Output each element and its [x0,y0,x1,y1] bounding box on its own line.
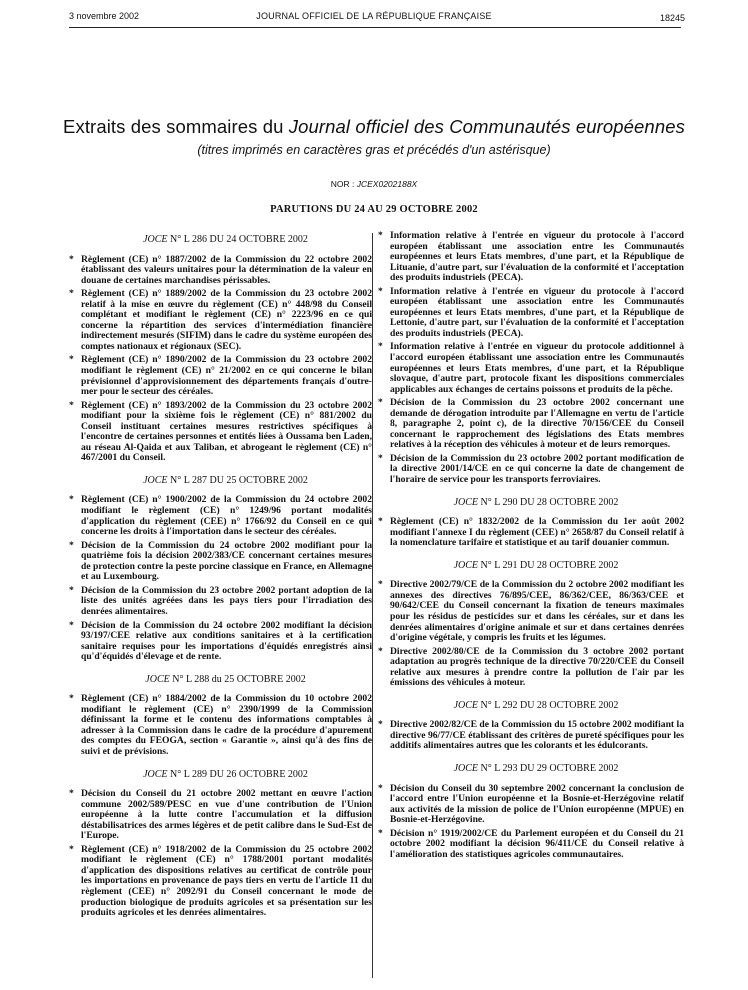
summary-item [69,541,372,583]
summary-item [69,694,372,757]
running-header [0,0,748,24]
summary-item [69,355,372,397]
asterisk-marker: * [378,285,383,297]
summary-item-text: Règlement (CE) n° 1890/2002 de la Commission du 23 octobre 2002 modifiant le règlement (CE) n° 21/2002 en ce qui concerne le bilan prévisionnel d'approvisionnement des départements français d'outre-mer pour le secteur des céréales. [81,354,372,398]
journal-abbrev: JOCE [143,474,168,486]
asterisk-marker: * [69,494,74,506]
nor-label: NOR : [330,179,357,189]
journal-issue-heading [378,561,684,572]
left-column [69,231,372,927]
journal-abbrev: JOCE [453,559,479,571]
journal-abbrev: JOCE [143,768,168,780]
summary-item-text: Décision n° 1919/2002/CE du Parlement européen et du Conseil du 21 octobre 2002 modifiant la décision 96/411/CE du Conseil relative à l'amélioration des statistiques agricoles communautaires. [390,827,684,860]
journal-issue-heading [69,235,372,246]
journal-abbrev: JOCE [143,234,168,245]
summary-item [69,401,372,464]
asterisk-marker: * [69,253,74,265]
summary-item-text: Décision de la Commission du 23 octobre 2002 portant adoption de la liste des unités agréées dans les pays tiers pour l'irradiation des denrées alimentaires. [81,584,372,617]
summary-item [378,517,684,549]
header-journal-title: JOURNAL OFFICIEL DE LA RÉPUBLIQUE FRANÇAISE [256,11,492,21]
summary-item-text: Règlement (CE) n° 1887/2002 de la Commission du 22 octobre 2002 établissant des valeurs unitaires pour la détermination de la valeur en douane de certaines marchandises périssables. [81,253,372,286]
summary-item-text: Règlement (CE) n° 1832/2002 de la Commission du 1er août 2002 modifiant l'annexe I du règlement (CEE) n° 2658/87 du Conseil relatif à la nomenclature tarifaire et statistique et au tarif douanier commun. [390,516,684,549]
asterisk-marker: * [69,539,74,551]
issue-reference: N° L 289 DU 26 OCTOBRE 2002 [167,768,308,780]
asterisk-marker: * [378,397,383,409]
summary-item-text: Décision de la Commission du 24 octobre 2002 modifiant la décision 93/197/CEE relative aux conditions sanitaires et à la certification sanitaire requises pour les importations d'équidés enregistrés ainsi qu'd'équidés d'élevage et de rente. [81,619,372,663]
summary-item [69,255,372,287]
journal-abbrev: JOCE [453,496,479,508]
summary-item [69,495,372,537]
summary-item [378,829,684,861]
asterisk-marker: * [378,579,383,591]
summary-item-text: Information relative à l'entrée en vigueur du protocole à l'accord européen établissant une association entre les Communautés européennes et leurs Etats membres, d'une part, et la République de Lituanie, d'autre part, sur l'évaluation de la conformité et l'acceptation des produits industriels (PECA). [390,230,684,284]
summary-item [378,784,684,826]
issue-reference: N° L 293 DU 29 OCTOBRE 2002 [478,762,619,774]
parutions-heading: PARUTIONS DU 24 AU 29 OCTOBRE 2002 [270,204,478,215]
journal-issue-heading [69,770,372,781]
asterisk-marker: * [69,619,74,631]
summary-item-text: Information relative à l'entrée en vigueur du protocole à l'accord européen établissant une association entre les Communautés européennes et leurs Etats membres, d'une part, et la République de Lettonie, d'autre part, sur l'évaluation de la conformité et l'acceptation des produits industriels (PECA). [390,285,684,339]
header-date: 3 novembre 2002 [69,11,140,21]
issue-reference: N° L 290 DU 28 OCTOBRE 2002 [478,496,619,508]
journal-abbrev: JOCE [453,762,479,774]
asterisk-marker: * [378,230,383,241]
asterisk-marker: * [378,782,383,794]
issue-reference: N° L 288 du 25 OCTOBRE 2002 [169,673,306,685]
journal-abbrev: JOCE [453,699,479,711]
issue-reference: N° L 292 DU 28 OCTOBRE 2002 [478,699,619,711]
summary-item-text: Décision du Conseil du 30 septembre 2002 concernant la conclusion de l'accord entre l'Union européenne et la Bosnie-et-Herzégovine relatif aux activités de la mission de police de l'Union européenne (MPUE) en Bosnie-et-Herzégovine. [390,782,684,826]
summary-item-text: Règlement (CE) n° 1889/2002 de la Commission du 23 octobre 2002 relatif à la mise en œuvre du règlement (CE) n° 448/98 du Conseil complétant et modifiant le règlement (CE) n° 2223/96 en ce qui concerne la répartition des services d'intermédiation financière indirectement mesurés (SIFIM) dans le cadre du système européen des comptes nationaux et régionaux (SEC). [81,288,372,352]
asterisk-marker: * [378,645,383,657]
summary-item [69,621,372,663]
page-subtitle: (titres imprimés en caractères gras et précédés d'un astérisque) [197,143,551,157]
issue-reference: N° L 287 DU 25 OCTOBRE 2002 [167,474,308,486]
summary-item-text: Information relative à l'entrée en vigueur du protocole additionnel à l'accord européen établissant une association entre les Communautés européennes et leurs Etats membres, d'une part, et la République slovaque, d'autre part, protocole fixant les dispositions commerciales applicables aux échanges de certains poissons et produits de la pêche. [390,341,684,395]
summary-item-text: Directive 2002/80/CE de la Commission du 3 octobre 2002 portant adaptation au progrès technique de la directive 70/220/CEE du Conseil relative aux mesures à prendre contre la pollution de l'air par les émissions des véhicules à moteur. [390,645,684,689]
header-rule [69,27,681,28]
summary-item [378,398,684,451]
journal-abbrev: JOCE [145,673,170,685]
summary-item [378,231,684,284]
summary-item [378,342,684,395]
summary-item-text: Décision du Conseil du 21 octobre 2002 mettant en œuvre l'action commune 2002/589/PESC en vue d'une contribution de l'Union européenne à la lutte contre l'accumulation et la diffusion déstabilisatrices des armes légères et de petit calibre dans le Sud-Est de l'Europe. [81,788,372,842]
issue-reference: N° L 286 DU 24 OCTOBRE 2002 [167,234,308,245]
asterisk-marker: * [378,341,383,353]
nor-code: JCEX0202188X [356,179,418,189]
asterisk-marker: * [69,693,74,705]
summary-item [69,789,372,842]
page-title [0,116,748,138]
summary-item-text: Règlement (CE) n° 1900/2002 de la Commission du 24 octobre 2002 modifiant le règlement (CE) n° 1249/96 portant modalités d'application du règlement (CEE) n° 1766/92 du Conseil en ce qui concerne les droits à l'importation dans le secteur des céréales. [81,494,372,538]
summary-item-text: Règlement (CE) n° 1893/2002 de la Commission du 23 octobre 2002 modifiant pour la sixième fois le règlement (CE) n° 881/2002 du Conseil instituant certaines mesures restrictives spécifiques à l'encontre de certaines personnes et entités liées à Oussama ben Laden, au réseau Al-Qaida et aux Taliban, et abrogeant le règlement (CE) n° 467/2001 du Conseil. [81,399,372,464]
issue-reference: N° L 291 DU 28 OCTOBRE 2002 [478,559,619,571]
asterisk-marker: * [69,399,74,411]
summary-item-text: Directive 2002/82/CE de la Commission du 15 octobre 2002 modifiant la directive 96/77/CE établissant des critères de pureté spécifiques pour les additifs alimentaires autres que les colorants et les édulcorants. [390,719,684,752]
asterisk-marker: * [378,719,383,731]
summary-item-text: Règlement (CE) n° 1884/2002 de la Commission du 10 octobre 2002 modifiant le règlement (CE) n° 2390/1999 de la Commission définissant la forme et le contenu des informations comptables à adresser à la Commission dans le cadre de la procédure d'apurement des comptes du FEOGA, section « Garantie », ainsi qu'à des fins de suivi et de prévisions. [81,693,372,757]
asterisk-marker: * [378,516,383,528]
summary-item [378,720,684,752]
journal-issue-heading [378,701,684,712]
journal-issue-heading [69,675,372,686]
summary-item [378,454,684,486]
right-column [378,231,684,868]
journal-issue-heading [378,764,684,775]
title-prefix: Extraits des sommaires du [63,116,289,137]
summary-item-text: Décision de la Commission du 23 octobre 2002 portant modification de la directive 2001/14/CE en ce qui concerne la date de changement de l'horaire de service pour les transports ferroviaires. [390,452,684,486]
summary-item [378,287,684,340]
header-page-number: 18245 [659,13,685,23]
summary-item-text: Décision de la Commission du 23 octobre 2002 concernant une demande de dérogation introduite par l'Allemagne en vertu de l'article 8, paragraphe 2, point c), de la directive 70/156/CEE du Conseil concernant le rapprochement des législations des Etats membres relatives à la réception des véhicules à moteur et de leurs remorques. [390,397,684,451]
summary-item [69,586,372,618]
summary-item-text: Décision de la Commission du 24 octobre 2002 modifiant pour la quatrième fois la décision 2002/383/CE concernant certaines mesures de protection contre la peste porcine classique en France, en Allemagne et au Luxembourg. [81,539,372,583]
summary-item-text: Directive 2002/79/CE de la Commission du 2 octobre 2002 modifiant les annexes des directives 76/895/CEE, 86/362/CEE, 86/363/CEE et 90/642/CEE du Conseil concernant la fixation de teneurs maximales pour les résidus de pesticides sur et dans les céréales, sur et dans les denrées alimentaires d'origine animale et sur et dans certaines denrées d'origine végétale, y compris les fruits et les légumes. [390,579,684,644]
asterisk-marker: * [69,288,74,300]
asterisk-marker: * [378,452,383,464]
asterisk-marker: * [378,827,383,839]
asterisk-marker: * [69,843,74,855]
asterisk-marker: * [69,584,74,596]
summary-item-text: Règlement (CE) n° 1918/2002 de la Commission du 25 octobre 2002 modifiant le règlement (CE) n° 1788/2001 portant modalités d'application des dispositions relatives au certificat de contrôle pour les importations en provenance de pays tiers en vertu de l'article 11 du règlement (CEE) n° 2092/91 du Conseil concernant le mode de production biologique de produits agricoles et sa présentation sur les produits agricoles et les denrées alimentaires. [81,843,372,919]
journal-issue-heading [69,476,372,487]
journal-issue-heading [378,498,684,509]
column-divider [372,233,373,978]
summary-item [378,647,684,689]
summary-item [378,580,684,643]
summary-item [69,845,372,919]
asterisk-marker: * [69,788,74,800]
nor-reference [0,179,748,189]
title-journal: Journal officiel des Communautés européennes [288,116,685,137]
summary-item [69,289,372,352]
asterisk-marker: * [69,354,74,366]
